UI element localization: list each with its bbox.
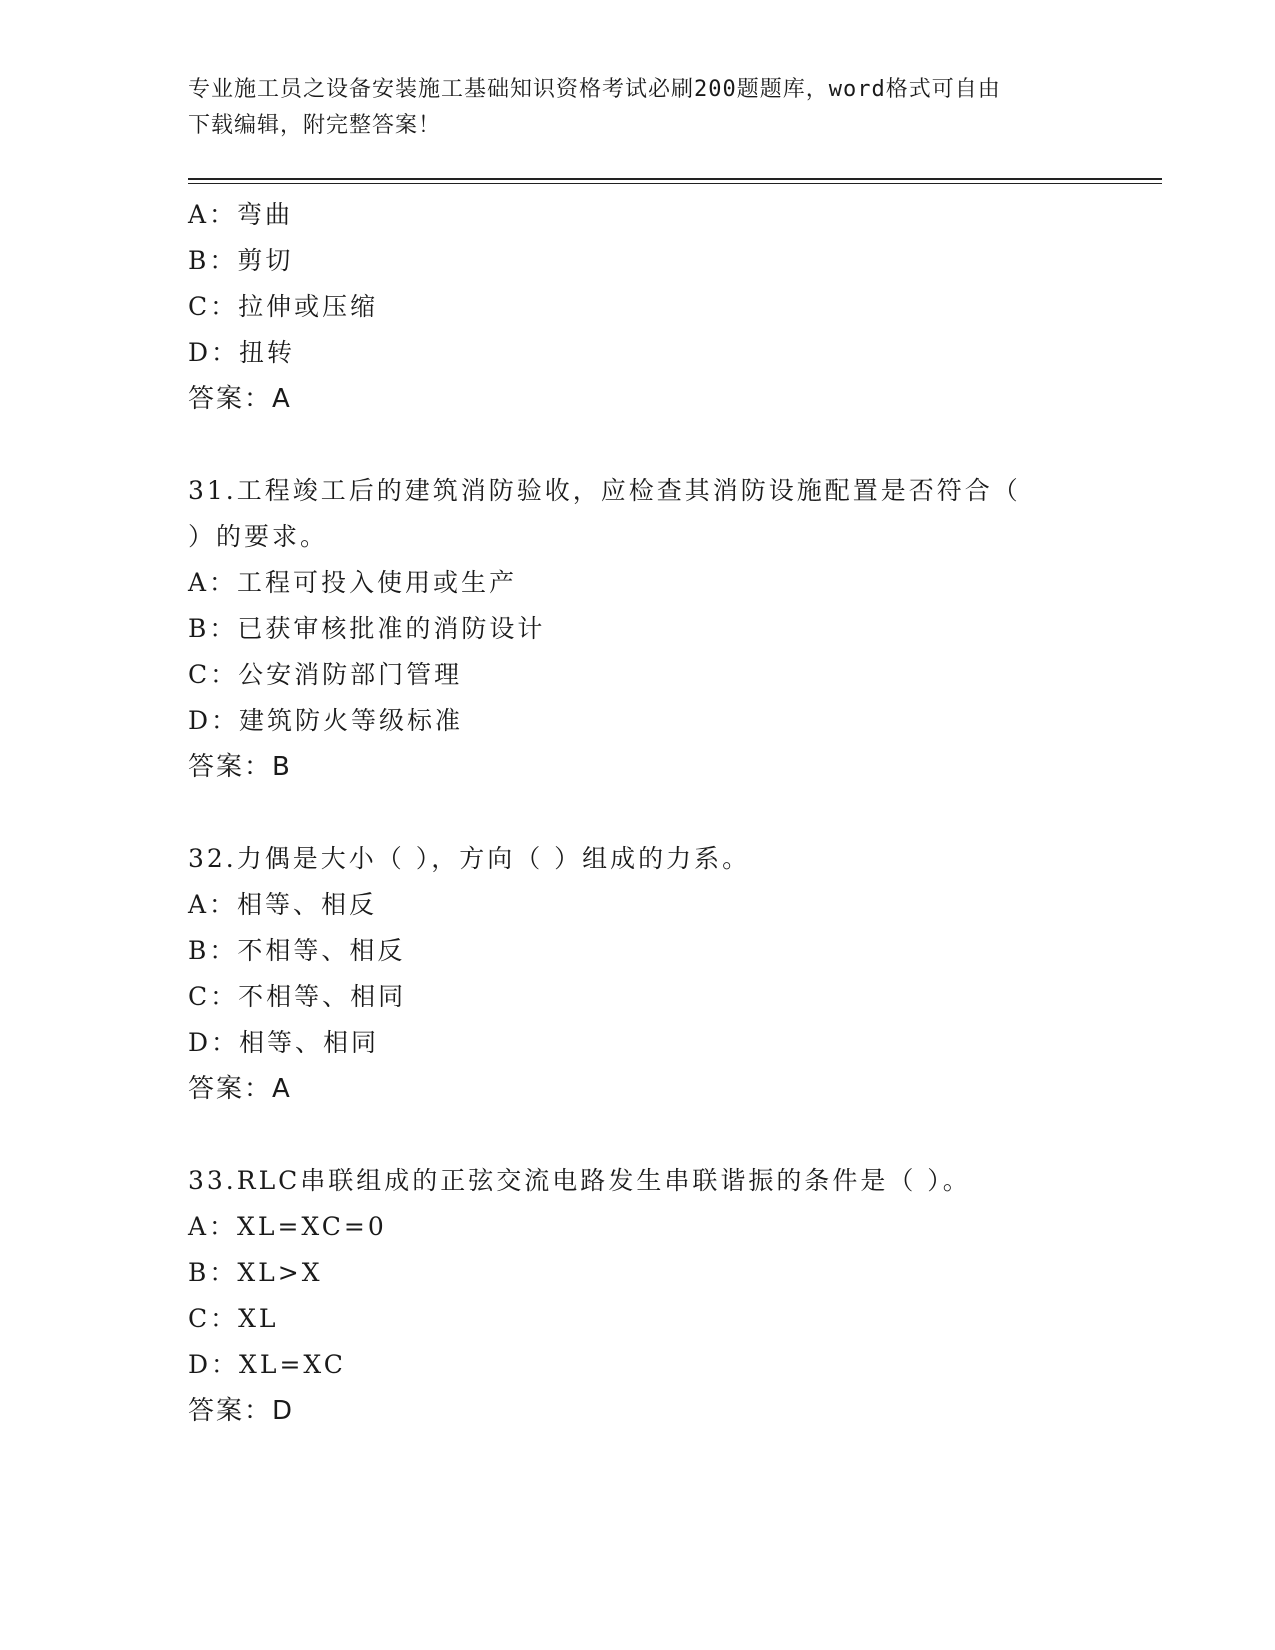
q33-option-d: D：XL=XC [188, 1350, 346, 1379]
question-list [188, 192, 1088, 1434]
q31-stem-line-1: 31.工程竣工后的建筑消防验收，应检查其消防设施配置是否符合（ [188, 476, 1021, 505]
header-line-2: 下载编辑，附完整答案！ [188, 113, 442, 138]
q30-option-a: A：弯曲 [188, 200, 294, 229]
spacer [188, 422, 1088, 468]
question-33-block [188, 1158, 1088, 1434]
q30-option-c: C：拉伸或压缩 [188, 292, 379, 321]
q32-option-b: B：不相等、相反 [188, 936, 406, 965]
document-header [188, 72, 1088, 144]
header-rule-thick [188, 178, 1162, 180]
q33-stem: 33.RLC串联组成的正弦交流电路发生串联谐振的条件是（ ）。 [188, 1166, 971, 1195]
q30-option-d: D：扭转 [188, 338, 296, 367]
q32-option-c: C：不相等、相同 [188, 982, 407, 1011]
header-line-1: 专业施工员之设备安装施工基础知识资格考试必刷200题题库，word格式可自由 [188, 77, 1001, 102]
q30-answer: 答案：A [188, 384, 292, 414]
q31-stem-line-2: ）的要求。 [188, 522, 329, 551]
q31-option-d: D：建筑防火等级标准 [188, 706, 464, 735]
spacer [188, 790, 1088, 836]
question-31-block [188, 468, 1088, 790]
q33-answer: 答案：D [188, 1396, 295, 1426]
q30-option-b: B：剪切 [188, 246, 294, 275]
q33-option-a: A：XL=XC=0 [188, 1212, 387, 1241]
q33-option-c: C：XL [188, 1304, 279, 1333]
header-rule-thin [188, 183, 1162, 184]
q32-option-d: D：相等、相同 [188, 1028, 380, 1057]
q32-answer: 答案：A [188, 1074, 292, 1104]
spacer [188, 1112, 1088, 1158]
q32-stem: 32.力偶是大小（ ），方向（ ）组成的力系。 [188, 844, 751, 873]
question-30-block [188, 192, 1088, 422]
q31-option-a: A：工程可投入使用或生产 [188, 568, 518, 597]
q33-option-b: B：XL>X [188, 1258, 323, 1287]
question-32-block [188, 836, 1088, 1112]
q31-answer: 答案：B [188, 752, 292, 782]
q32-option-a: A：相等、相反 [188, 890, 378, 919]
q31-option-c: C：公安消防部门管理 [188, 660, 463, 689]
q31-option-b: B：已获审核批准的消防设计 [188, 614, 546, 643]
